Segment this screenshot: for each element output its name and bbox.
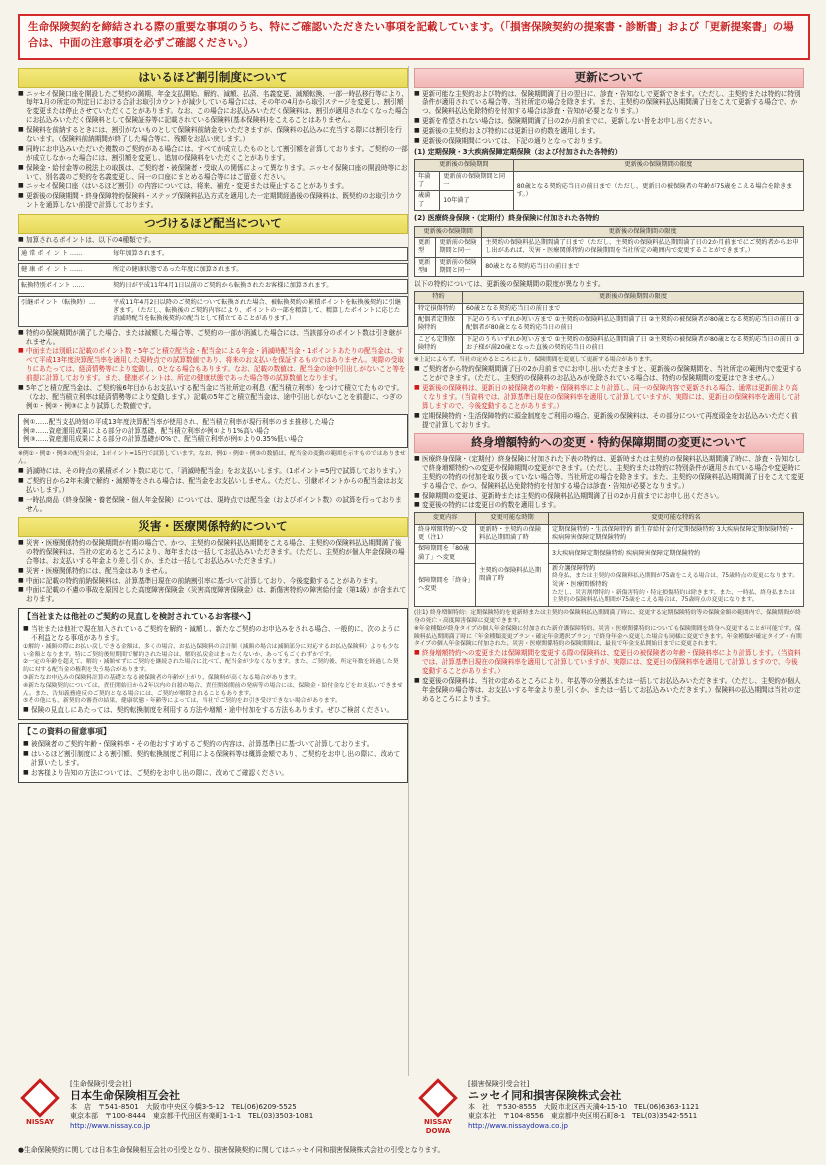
- point-name: 健 康 ポ イ ン ト ……: [21, 265, 83, 273]
- ct-head-b: 変更可能な時期: [476, 513, 549, 524]
- list-item: ■ 被保険者のご契約年齢・保険料率・その他おすすめするご契約の内容は、計算基準日に基づいて計算しております。: [23, 740, 403, 749]
- column-divider: [408, 66, 409, 1076]
- ct-head-c: 変更可能な特約名: [549, 513, 804, 524]
- footer-nissay-info: [70, 1080, 405, 1131]
- table1-title: (1) 定期保険・3大疾病保障定期保険（および付加された各特約）: [414, 147, 622, 156]
- nissay-logo: [18, 1084, 62, 1136]
- points-table: [18, 247, 408, 327]
- caution-box-title: 【この資料の留意事項】: [23, 727, 111, 737]
- list-item: ■ 更新を希望されない場合は、保険期間満了日の2か月前までに、更新しない旨をお申し出ください。: [414, 117, 804, 126]
- section-title-renewal: 更新について: [414, 68, 804, 88]
- example-item: 例②……資産運用成果による部分の計算基礎、配当積立利率が例①より1%高い場合: [23, 426, 270, 435]
- table-row: [415, 544, 804, 564]
- t2-head-b: 更新後の保険期間の限度: [482, 226, 804, 237]
- list-item: ■ 保険金・給付金等の税法上の取扱は、ご契約者・被保険者・受取人の関係によって異なります。ニッセイ保険口座の開設時等において、別名義のご契約を名義変更し、同一の口座にまとめる場合等にはご留意ください。: [18, 164, 408, 182]
- change-table: [414, 512, 804, 607]
- cell: 下記のうちいずれか短い方まで ①主契約の保険料払込期間満了日 ②主契約の被保険者が80歳となる契約応当日の前日 ③配偶者が80歳となる契約応当日の前日: [463, 314, 804, 334]
- table-row: [415, 334, 804, 354]
- section-title-accident: 災害・医療関係特約について: [18, 517, 408, 537]
- cell: 10年満了: [440, 191, 513, 211]
- t3-head-b: 更新後の保険期間の限度: [463, 292, 804, 303]
- footer-company: 日本生命保険相互会社: [70, 1089, 180, 1103]
- cell: 年満了: [415, 171, 440, 191]
- list-item: ■ はいるほど割引制度による割引額、契約転換制度ご利用による保険料等は概算金額であり、ご契約をお申し出の際に、改めて計算いたします。: [23, 750, 403, 768]
- review-item: ③新たなお申込みの保険料計算の基礎となる被保険者の年齢が上がり、保険料が高くなる場合があります。: [23, 675, 301, 681]
- section-change: [414, 433, 804, 703]
- list-item: ■ 定期保険特約・生活保障特約に頭金制度をご利用の場合、更新後の保険料は、その部分について再度頭金をお払込みいただく前提で計算しております。: [414, 412, 804, 430]
- footer-addr: 本 社 〒530-8555 大阪市北区西天満4-15-10 TEL(06)6363-1121: [468, 1103, 700, 1112]
- list-item: ■ 更新後の保険期間については、下記の通りとなっております。: [414, 137, 804, 146]
- review-item: ②一定の年齢を超えて、解約・減額せずにご契約を継続された場合に比べて、配当金が少なくなります。また、ご契約後、所定年数を経過した契約に対する配当金の権利を失う場合があります。: [23, 659, 399, 674]
- list-item: ■ 変更後の特約には変更日の約数を適用します。: [414, 501, 804, 510]
- points-row: [18, 296, 408, 327]
- t1-head-a: 更新後の保険期間: [415, 160, 514, 171]
- renewal-list: [414, 90, 804, 146]
- cell-text: 災害・医療関係特約: [552, 581, 608, 589]
- footer-url-link[interactable]: http://www.nissay.co.jp: [70, 1121, 151, 1130]
- section-renewal: [414, 68, 804, 429]
- list-item: ■ 災害・医療関係特約の保険期間が有期の場合で、かつ、主契約の保険料払込期間をこえる場合、主契約の保険料払込期間満了後の特約保険料は、当社の定めるところにより、毎年または一括してお払込みいただきます。（ただし、主契約が個人年金保険の場合等は、お支払いする年金より差し引くか、または一括してお払込みいただきます。）: [18, 539, 408, 566]
- cell: 特定損傷特約: [415, 303, 463, 314]
- review-box-title: 【当社または他社のご契約の見直しを検討されているお客様へ】: [23, 612, 255, 622]
- left-column: [18, 66, 408, 786]
- review-box-lead: ■ 当社または他社で現在加入されているご契約を解約・減額し、新たなご契約のお申込みをされる場合、一般的に、次のように不利益となる事項があります。: [23, 625, 403, 643]
- table2-title: (2) 医療終身保険・（定期付）終身保険に付加された各特約: [414, 214, 600, 223]
- top-notice: 生命保険契約を締結される際の重要な事項のうち、特にご確認いただきたい事項を記載しています。（「損害保険契約の提案書・診断書」および「更新提案書」の場合は、中面の注意事項を必ずご確認ください。）: [18, 14, 810, 60]
- footer-dowa: [416, 1080, 808, 1142]
- cell: 保障期間を「終身」へ変更: [415, 564, 476, 607]
- table-row: [415, 314, 804, 334]
- table3-lead: 以下の特約については、更新後の保険期間の限度が異なります。: [414, 280, 605, 289]
- renewal-table-1: [414, 159, 804, 211]
- footer-label: [損害保険引受会社]: [468, 1080, 530, 1088]
- renewal-table-2: [414, 226, 804, 278]
- cell: 主契約の保険料払込期間満了日まで（ただし、主契約の保険料払込期間満了日の2か月前までにご契約者からお申し出があれば、災害・医療関係特約の保険期間を当社所定の範囲内で変更することができます。）: [482, 237, 804, 257]
- cell: 更新時・主契約の保険料払込期間満了時: [476, 524, 549, 544]
- examples-box: [18, 414, 408, 449]
- point-name: 通 常 ポ イ ン ト ……: [21, 249, 83, 257]
- list-item: ■ 更新後の主契約および特約には更新日の約数を適用します。: [414, 127, 804, 136]
- cell: 更新型: [415, 237, 436, 257]
- table-row: [415, 171, 804, 191]
- table3-note: ※上記によらず、当社の定めるところにより、保険期間を変更して更新する場合があります。: [414, 357, 656, 364]
- cell: 3大疾病保障定期保険特約 疾病障害保障定期保険特約: [549, 544, 804, 564]
- footer-addr: 東京本部 〒100-8444 東京都千代田区有楽町1-1-1 TEL(03)3503-1081: [70, 1112, 314, 1121]
- cell-note: ただし、災害割増特約・新傷害特約・特定損傷特約は除きます。また、一時払、終身払または主契約の保険料払込期間が75歳をこえる場合は、75歳時点の変更になります。: [552, 589, 796, 604]
- table-row: [415, 257, 804, 277]
- nissay-dowa-logo: [416, 1084, 460, 1136]
- cell: 更新前の保険期間と同一: [436, 237, 482, 257]
- change-table-note2: ※年金種類が終身タイプの個人年金保険に付加された新介護保障特約、災害・医療関係特約についても保険期間を終身へ変更することが可能です。保険料払込期間満了時に「年金種類変更プラン・確定年金選択プラン」で終身年金へ変更した場合も同様に変更できます。年金種類が確定タイプ・有期タイプの個人年金保険に付加された、災害・医療関係特約の保険期間は、最長で年金支払開始日までに変更されます。: [414, 625, 802, 648]
- list-item: ■ 更新後の保険期間・終身保障特約保険料・ステップ保険料払込方式を適用した一定期間経過後の保険料は、既契約のお取引カウントを通算しない前提で計算しております。: [18, 192, 408, 210]
- example-item: 例③……資産運用成果による部分の計算基礎が0%で、配当積立利率が例①より0.35%低い場合: [23, 435, 304, 444]
- list-item: ■ 医療終身保険・（定期付）終身保険に付加された下表の特約は、更新時または主契約の保険料払込期間満了時に、診査・告知なしで終身増額特約への変更や保障期間の変更ができます。（ただし、主契約または特約に特別条件が適用されている場合や変更時に主契約の特約の付加を取り扱っていない場合等、当社所定の場合を除きます。また、主契約の保険料払込期間満了日をこえて変更する場合で、かつ、保険料払込免除特約を付加する場合は診査・告知が必要となります。）: [414, 455, 804, 491]
- footer-label: [生命保険引受会社]: [70, 1080, 132, 1088]
- discount-list: [18, 90, 408, 211]
- list-item: ■ ニッセイ保険口座を開設したご契約の満期、年金支払開始、解約、減額、払済、名義変更、減額転換、一部一時払移行等により、毎年1月の所定の判定日における合計お取引カウントが減少している場合には、その年の4月から取引ステージを変更し、割引額を変更または停止させていただくことがあります。なお、この場合にお払込みいただく保険料は、割引が適用されなくなった場合にお払込みいただく保険料として保険証券等に記載されている保険料(基本保険料)をこえることはありません。: [18, 90, 408, 126]
- footer-company: ニッセイ同和損害保険株式会社: [468, 1089, 622, 1103]
- review-box-foot: ■ 保険の見直しにあたっては、契約転換制度を利用する方法や増額・途中付加をする方法もあります。ぜひご検討ください。: [23, 706, 403, 715]
- footer-addr: 本 店 〒541-8501 大阪市中央区今橋3-5-12 TEL(06)6209-5525: [70, 1103, 297, 1112]
- cell: 更新型Ⅱ: [415, 257, 436, 277]
- review-item: ⑤その他にも、新契約の審査の結果、健康状態・年齢等によっては、当社でご契約をお引き受けできない場合があります。: [23, 698, 341, 705]
- list-item: ■ 保障期間の変更は、更新時または主契約の保険料払込期間満了日の2か月前までにお申し出ください。: [414, 492, 804, 501]
- point-name: 引継ポイント（転換時）…: [21, 298, 96, 306]
- dividend-list: [18, 329, 408, 411]
- points-row: [18, 279, 408, 293]
- list-item: ■ ご契約日から2年未満で解約・減額等をされる場合は、配当金をお支払いしません。（ただし、引継ポイントからの配当金はお支払いします。）: [18, 477, 408, 495]
- cell: [549, 564, 804, 607]
- logo-text: DOWA: [425, 1127, 451, 1136]
- list-item: ■ 同時にお申込みいただいた複数のご契約がある場合には、すべてが成立したものとして割引額を計算しております。ご契約の一部が成立しなかった場合には、割引額を変更し、追加の保険料をいただくことがあります。: [18, 145, 408, 163]
- t1-head-b: 更新後の保険期間の限度: [513, 160, 803, 171]
- change-list-2: [414, 649, 804, 703]
- logo-text: NISSAY: [25, 1118, 55, 1126]
- cell: 主契約の保険料払込期間満了時: [476, 544, 549, 607]
- cell: 保障期間を「80歳満了」へ変更: [415, 544, 476, 564]
- list-item: ■ 一時払商品（終身保険・養老保険・個人年金保険）については、現時点では配当金（およびポイント数）の試算を行っておりません。: [18, 496, 408, 514]
- bottom-note: ●生命保険契約に関しては日本生命保険相互会社の引受となり、損害保険契約に関してはニッセイ同和損害保険株式会社の引受となります。: [18, 1146, 445, 1154]
- footer-dowa-info: [468, 1080, 803, 1131]
- list-item: ■ ニッセイ保険口座（はいるほど割引）の内容については、将来、補充・変更または廃止することがあります。: [18, 182, 408, 191]
- list-item: ■ 更新後の保険料は、更新日の被保険者の年齢・保険料率により計算し、同一の保障内容で更新される場合、通常は更新前より高くなります。（当資料では、計算基準日現在の保険料率を適用して計算していますが、実際には、更新日の保険料率を適用して計算しますので、今後変動することがあります。）: [414, 384, 804, 411]
- list-item: ■ 終身増額特約への変更または保障期間を変更する際の保険料は、変更日の被保険者の年齢・保険料率により計算します。（当資料では、計算基準日現在の保険料率を適用して計算していますが、実際には、変更日の保険料率を適用して計算しますので、今後変動することがあります。）: [414, 649, 804, 676]
- change-list: [414, 455, 804, 510]
- list-item: ■ 消滅時には、その時点の累積ポイント数に応じて、「消滅時配当金」をお支払いします。（1ポイント=5円で試算しております。）: [18, 467, 408, 476]
- review-item: ④新たな保険契約については、責任開始日から2年以内の自殺の場合、責任開始期前の発病等の場合には、保険金・給付金などをお支払いできません。また、告知義務違反のご契約となる場合には、ご契約が解除されることもあります。: [23, 682, 403, 697]
- point-desc: 平成11年4月2日以降のご契約について転換された場合、被転換契約の累積ポイントを転換後契約に引継ぎます。（ただし、転換後のご契約内容により、ポイントの一部を精算して、精算したポイントに応じた消滅時配当を転換後契約の配当として積立てることがあります。）: [113, 298, 401, 323]
- cell: 80歳となる契約応当日の前日まで: [482, 257, 804, 277]
- table-row: [415, 237, 804, 257]
- list-item: ■ 5年ごと積立配当金は、ご契約後6年目からお支払いする配当金に当社所定の利息（配当積立利率）をつけて積立てたものです。（なお、配当積立利率は経済情勢等により変動します。）記載の5年ごと積立配当金は、途中引出しがないことを前提に、つぎの例①・例②・例③により試算した数値です。: [18, 384, 408, 411]
- right-column: [414, 66, 804, 708]
- cell: 更新前の保険期間と同一: [440, 171, 513, 191]
- cell: 定期保険特約・生活保障特約 新生存給付金付定期保険特約 3大疾病保障定期保険特約・疾病障害保障定期保険特約: [549, 524, 804, 544]
- cell: 歳満了: [415, 191, 440, 211]
- cell: 更新前の保険期間と同一: [436, 257, 482, 277]
- list-item: ■ 中面に記載の特約前納保険料は、計算基準日現在の前納割引率に基づいて計算しており、今後変動することがあります。: [18, 577, 408, 586]
- cell: 配偶者定期保険特約: [415, 314, 463, 334]
- list-item: ■ 中面または別紙に記載のポイント数・5年ごと積立配当金・配当金による年金・消滅時配当金・1ポイントあたりの配当金は、すべて平成13年度決算配当率を適用した現時点での試算数値であり、将来のお支払いを保証するものではありません。実際の受取りにあたっては、経済情勢等により変動し、0となる場合もあります。なお、記載の数値は、配当金の途中引出しがないこと等を前提に計算しております。また、健康ポイントは、所定の健康状態であった場合等の試算数値となります。: [18, 347, 408, 383]
- list-item: ■ 災害・医療関係特約には、配当金はありません。: [18, 567, 408, 576]
- table-row: [415, 303, 804, 314]
- dividend-intro: ■ 加算されるポイントは、以下の4種類です。: [18, 236, 408, 245]
- ct-head-a: 変更内容: [415, 513, 476, 524]
- dividend-list-2: [18, 467, 408, 513]
- list-item: ■ 中面に記載の不慮の事故を原因とした高度障害保険金（災害高度障害保険金）は、新傷害特約の障害給付金（第1級）が含まれております。: [18, 586, 408, 604]
- review-box: [18, 608, 408, 720]
- list-item: ■ 変更後の保険料は、当社の定めるところにより、年払等の分割払または一括してお払込みいただきます。（ただし、主契約が個人年金保険の場合等は、お支払いする年金より差し引くか、または一括してお払込みいただきます。）保険料の払込期間は当社の定めるところによります。: [414, 677, 804, 704]
- review-item: ①解約・減額の際にお払い戻しできる金額は、多くの場合、お払込保険料の合計額（減額の場合は減額部分に対応するお払込保険料）よりも少ない金額となります。特にご契約後短期間で解約された場合は、解約払戻金はまったくないか、あってもごくわずかです。: [23, 643, 400, 658]
- caution-box: [18, 723, 408, 782]
- examples-note: ※例①・例②・例③の配当金は、1ポイント=15円で試算しています。なお、例①・例②・例③の数値は、配当金の変動の範囲を示すものではありません。: [18, 451, 406, 466]
- footer-url-link[interactable]: http://www.nissaydowa.co.jp: [468, 1121, 568, 1130]
- point-name: 転換特別ポイント ……: [21, 282, 85, 290]
- point-desc: 毎年加算されます。: [113, 249, 169, 257]
- renewal-table-3: [414, 291, 804, 354]
- points-row: [18, 263, 408, 277]
- section-discount: [18, 68, 408, 210]
- section-dividend: [18, 214, 408, 513]
- logo-text: NISSAY: [423, 1118, 453, 1126]
- example-item: 例①……配当支払時刻の平成13年度決算配当率が使用され、配当積立利率が現行利率のまま推移した場合: [23, 417, 335, 426]
- footer-addr: 東京本社 〒104-8556 東京都中央区明石町8-1 TEL(03)3542-5511: [468, 1112, 698, 1121]
- t2-head-a: 更新後の保険期間: [415, 226, 482, 237]
- change-table-note: (注1) 終身増額特約：定期保険特約を更新時または主契約の保険料払込期間満了時に、変更する定期保険特約等の保険金額の範囲内で、保険期間が終身の死亡・高度障害保障に変更できます。: [414, 610, 801, 625]
- review-box-items: [23, 644, 403, 707]
- cell: こども定期保険特約: [415, 334, 463, 354]
- cell: 60歳となる契約応当日の前日まで: [463, 303, 804, 314]
- cell: 終身増額特約へ変更（注1）: [415, 524, 476, 544]
- points-row: [18, 247, 408, 261]
- section-accident: [18, 517, 408, 604]
- cell: 下記のうちいずれか短い方まで ①主契約の保険料払込期間満了日 ②主契約の被保険者が80歳となる契約応当日の前日 ③お子様が満20歳となった直後の契約応当日の前日: [463, 334, 804, 354]
- cell: 80歳となる契約応当日の前日まで（ただし、更新日の被保険者の年齢が75歳をこえる場合を除きます。）: [513, 171, 803, 210]
- accident-list: [18, 539, 408, 604]
- table-row: [415, 524, 804, 544]
- cell-note: 終身払、または主契約の保険料払込期間が75歳をこえる場合は、75歳時点の変更になります。: [552, 573, 799, 580]
- t3-head-a: 特約: [415, 292, 463, 303]
- point-desc: 所定の健康状態であった年度に加算されます。: [113, 265, 243, 273]
- caution-list: [23, 740, 403, 778]
- list-item: ■ お客様より告知の方法については、ご契約をお申し出の際に、改めてご確認ください。: [23, 769, 403, 778]
- footer-nissay: [18, 1080, 410, 1142]
- renewal-list-2: [414, 365, 804, 429]
- list-item: ■ ご契約者から特約保険期間満了日の2か月前までにお申し出いただきますと、更新後の保険期間を、当社所定の範囲内で変更することができます。（ただし、主契約の保険料のお払込みが免除されている場合は、特約の保険期間の変更はできません。）: [414, 365, 804, 383]
- section-title-change: 終身増額特約への変更・特約保障期間の変更について: [414, 433, 804, 453]
- section-title-dividend: つづけるほど配当について: [18, 214, 408, 234]
- section-title-discount: はいるほど割引制度について: [18, 68, 408, 88]
- point-desc: 契約日が平成11年4月1日以前のご契約から転換されたお客様に加算されます。: [113, 282, 333, 290]
- list-item: ■ 保険料を前納するときには、割引がないものとして保険料前納金をいただきますが、保険料の払込みに充当する際には割引を行ないます。（保険料前納期間が終了した場合等に、残額をお払い戻します。）: [18, 126, 408, 144]
- list-item: ■ 更新可能な主契約および特約は、保険期間満了日の翌日に、診査・告知なしで更新できます。（ただし、主契約または特約に特別条件が適用されている場合等、当社所定の場合を除きます。また、主契約の保険料払込期間満了日をこえて更新する場合で、かつ、保険料払込免除特約を付加する場合は診査・告知が必要となります。）: [414, 90, 804, 117]
- table-row: [415, 564, 804, 607]
- cell-text: 新介護保障特約: [552, 565, 596, 573]
- list-item: ■ 特約の保険期間が満了した場合、または減額した場合等、ご契約の一部が消滅した場合には、当該部分のポイント数は引き継がれません。: [18, 329, 408, 347]
